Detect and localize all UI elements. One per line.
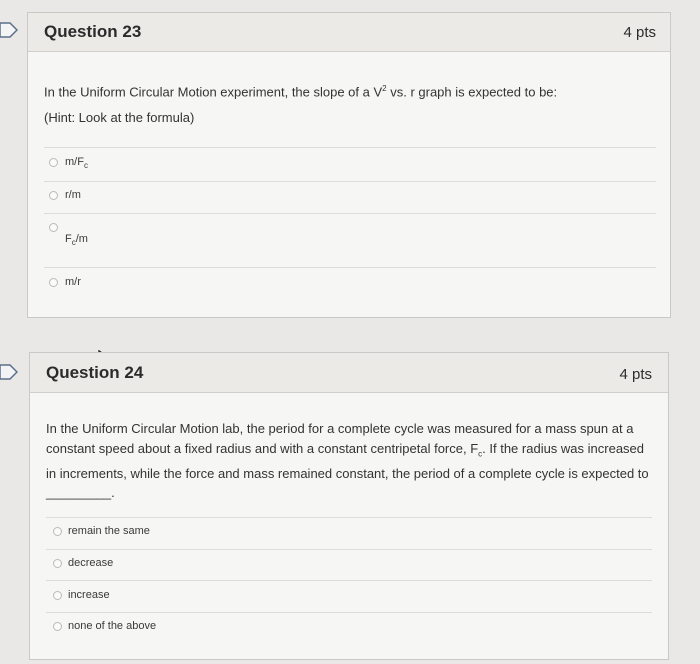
question-24-points: 4 pts bbox=[619, 366, 652, 383]
answer-radio-increase[interactable] bbox=[53, 591, 62, 600]
answer-text: /m bbox=[75, 233, 88, 245]
answer-sub: c bbox=[71, 238, 76, 248]
answer-divider bbox=[44, 147, 656, 148]
answer-divider bbox=[46, 580, 652, 581]
answer-sub: c bbox=[83, 161, 88, 171]
question-24-text-part: . If the radius was increased in increments, while the force and mass remained constant, the period of a complete cycle is expected to _________. bbox=[46, 440, 649, 501]
question-24-title: Question 24 bbox=[46, 363, 144, 382]
answer-label-m-fc bbox=[65, 156, 88, 170]
answer-label-remain-same: remain the same bbox=[68, 525, 150, 537]
answer-label-decrease: decrease bbox=[68, 557, 114, 569]
question-24-text-sub: c bbox=[478, 449, 483, 459]
answer-label-fc-m bbox=[65, 233, 88, 247]
question-23-card bbox=[27, 12, 671, 318]
answer-radio-m-r[interactable] bbox=[49, 278, 58, 287]
answer-label-r-m: r/m bbox=[65, 189, 81, 201]
question-23-text-part: In the Uniform Circular Motion experiment, the slope of a V bbox=[44, 84, 383, 100]
question-23-header bbox=[28, 13, 670, 52]
answer-label-none-above: none of the above bbox=[68, 620, 157, 632]
answer-radio-remain-same[interactable] bbox=[53, 527, 62, 536]
answer-divider bbox=[46, 612, 652, 613]
flag-question-24-icon[interactable] bbox=[0, 364, 18, 380]
answer-divider bbox=[46, 517, 652, 518]
answer-label-increase: increase bbox=[68, 589, 110, 601]
question-24-text bbox=[46, 419, 650, 503]
answer-divider bbox=[44, 267, 656, 268]
question-23-title: Question 23 bbox=[44, 22, 142, 41]
question-23-points: 4 pts bbox=[623, 24, 656, 41]
question-24-text-part: In the Uniform Circular Motion lab, the period for a complete cycle was measured for a mass spun at a constant speed about a fixed radius and with a constant centripetal force, F bbox=[46, 421, 634, 456]
answer-text: F bbox=[65, 233, 72, 245]
answer-divider bbox=[46, 549, 652, 550]
answer-radio-none-above[interactable] bbox=[53, 622, 62, 631]
flag-question-23-icon[interactable] bbox=[0, 22, 18, 38]
question-24-card bbox=[29, 352, 669, 660]
answer-radio-r-m[interactable] bbox=[49, 191, 58, 200]
answer-divider bbox=[44, 181, 656, 182]
question-23-text-part: vs. r graph is expected to be: bbox=[386, 84, 558, 100]
answer-radio-m-fc[interactable] bbox=[49, 158, 58, 167]
answer-text: m/F bbox=[65, 156, 84, 168]
question-24-header bbox=[30, 353, 668, 393]
question-23-hint: (Hint: Look at the formula) bbox=[44, 110, 195, 125]
question-23-text-sup: 2 bbox=[382, 84, 387, 93]
answer-divider bbox=[44, 213, 656, 214]
answer-radio-fc-m[interactable] bbox=[49, 223, 58, 232]
answer-label-m-r: m/r bbox=[65, 276, 81, 288]
answer-radio-decrease[interactable] bbox=[53, 559, 62, 568]
question-23-text bbox=[44, 79, 644, 102]
